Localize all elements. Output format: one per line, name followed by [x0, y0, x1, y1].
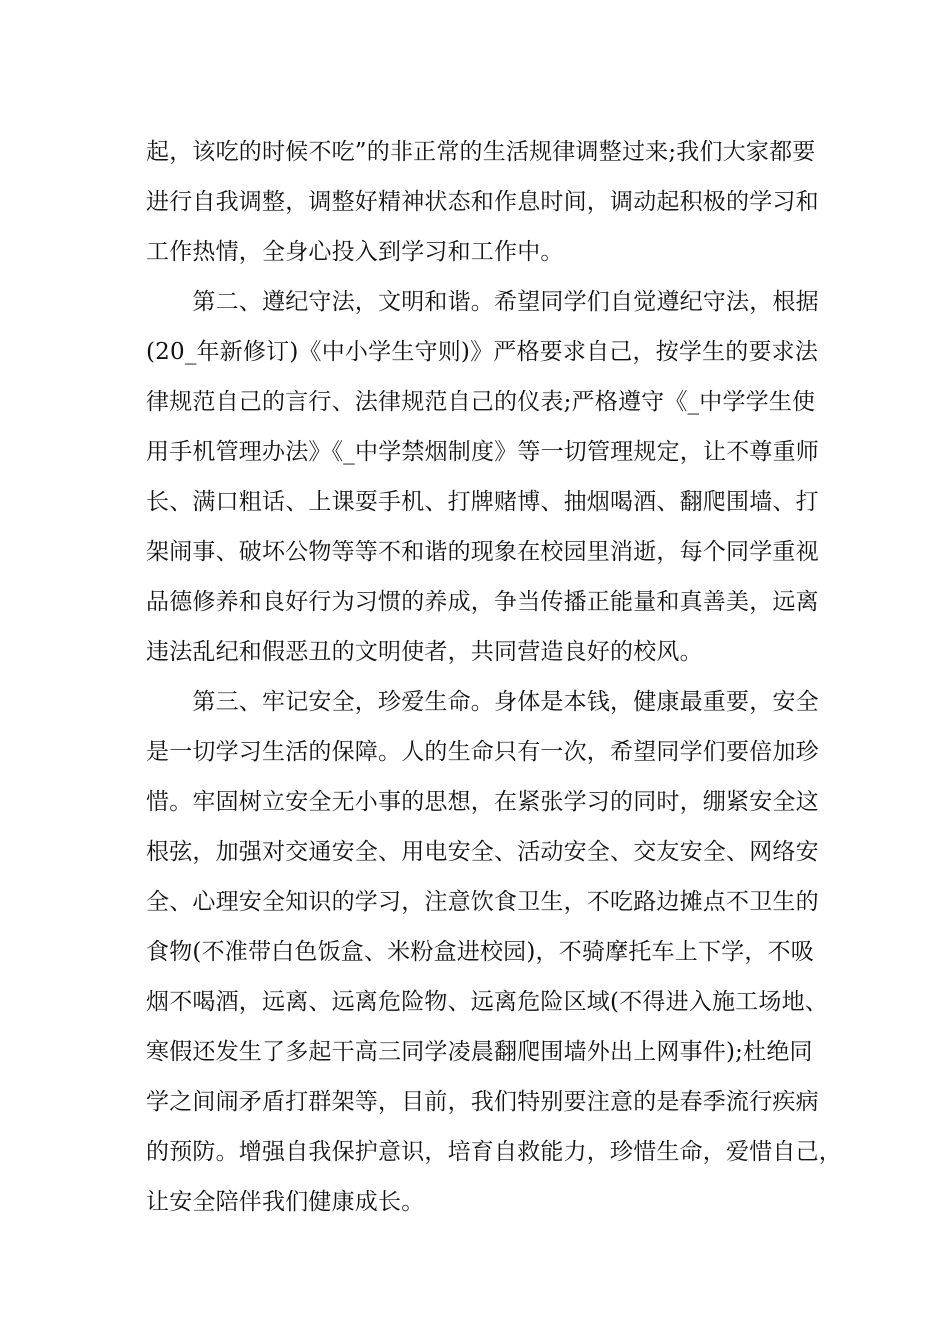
text-line: 让安全陪伴我们健康成长。 [146, 1189, 425, 1215]
text-line: 工作热情，全身心投入到学习和工作中。 [146, 239, 564, 265]
text-line: 用手机管理办法》《_中学禁烟制度》等一切管理规定，让不尊重师 [146, 439, 819, 465]
text-line: 是一切学习生活的保障。人的生命只有一次，希望同学们要倍加珍 [146, 739, 819, 765]
text-line: 根弦，加强对交通安全、用电安全、活动安全、交友安全、网络安 [146, 839, 819, 865]
text-line: 第二、遵纪守法，文明和谐。希望同学们自觉遵纪守法，根据 [146, 289, 819, 315]
text-line: 进行自我调整，调整好精神状态和作息时间，调动起积极的学习和 [146, 189, 819, 215]
text-line: 品德修养和良好行为习惯的养成，争当传播正能量和真善美，远离 [146, 589, 819, 615]
text-line: 违法乱纪和假恶丑的文明使者，共同营造良好的校风。 [146, 639, 703, 665]
body-text [146, 127, 842, 1227]
text-line: 学之间闹矛盾打群架等，目前，我们特别要注意的是春季流行疾病 [146, 1089, 819, 1115]
text-line: 架闹事、破坏公物等等不和谐的现象在校园里消逝，每个同学重视 [146, 539, 819, 565]
text-line: 寒假还发生了多起干高三同学凌晨翻爬围墙外出上网事件);杜绝同 [146, 1039, 813, 1065]
text-line: 食物(不准带白色饭盒、米粉盒进校园)，不骑摩托车上下学，不吸 [146, 939, 814, 965]
text-line: 的预防。增强自我保护意识，培育自救能力，珍惜生命，爱惜自己， [146, 1139, 842, 1165]
text-line: 惜。牢固树立安全无小事的思想，在紧张学习的同时，绷紧安全这 [146, 789, 819, 815]
text-line: 长、满口粗话、上课耍手机、打牌赌博、抽烟喝酒、翻爬围墙、打 [146, 489, 819, 515]
text-line: 律规范自己的言行、法律规范自己的仪表;严格遵守《_中学学生使 [146, 389, 816, 415]
text-line: 起，该吃的时候不吃”的非正常的生活规律调整过来;我们大家都要 [146, 139, 816, 165]
text-line: 烟不喝酒，远离、远离危险物、远离危险区域(不得进入施工场地、 [146, 989, 828, 1015]
text-line: 全、心理安全知识的学习，注意饮食卫生，不吃路边摊点不卫生的 [146, 889, 819, 915]
text-line: (20_年新修订)《中小学生守则)》严格要求自己，按学生的要求法 [146, 339, 819, 365]
text-line: 第三、牢记安全，珍爱生命。身体是本钱，健康最重要，安全 [146, 689, 819, 715]
